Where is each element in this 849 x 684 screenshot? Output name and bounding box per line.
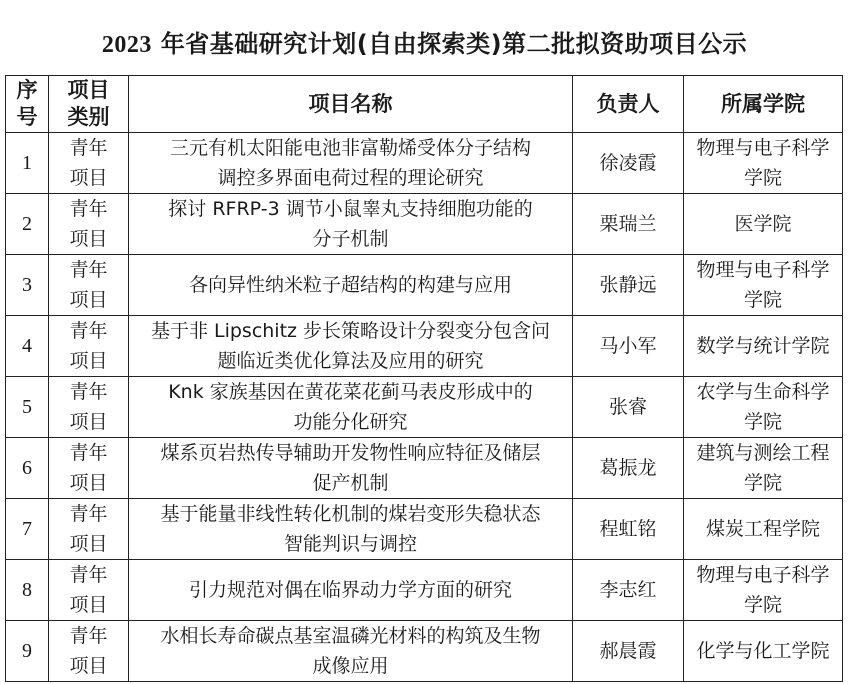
cell-category xyxy=(49,255,129,316)
cell-project-name-line: 调控多界面电荷过程的理论研究 xyxy=(217,167,484,189)
cell-project-name xyxy=(129,499,573,560)
cell-category-line: 项目 xyxy=(69,167,108,189)
cell-no: 5 xyxy=(6,377,49,438)
cell-college-line: 煤炭工程学院 xyxy=(705,518,820,540)
cell-college-line: 化学与化工学院 xyxy=(696,640,830,662)
cell-leader: 栗瑞兰 xyxy=(573,194,684,255)
cell-project-name-line: 智能判识与调控 xyxy=(283,533,417,555)
header-line: 负责人 xyxy=(596,91,660,116)
cell-category-line: 青年 xyxy=(69,137,108,159)
cell-category-line: 青年 xyxy=(69,381,108,403)
cell-project-name-line: 分子机制 xyxy=(312,228,389,250)
cell-project-name xyxy=(129,255,573,316)
cell-category xyxy=(49,621,129,682)
cell-project-name-line: 促产机制 xyxy=(312,472,389,494)
cell-category xyxy=(49,377,129,438)
cell-college-line: 医学院 xyxy=(734,213,792,235)
header-college xyxy=(684,76,843,133)
table-row xyxy=(6,255,843,316)
cell-no: 6 xyxy=(6,438,49,499)
cell-no: 9 xyxy=(6,621,49,682)
cell-project-name xyxy=(129,560,573,621)
cell-category-line: 项目 xyxy=(69,350,108,372)
cell-project-name xyxy=(129,621,573,682)
cell-college-line: 建筑与测绘工程 xyxy=(696,442,830,464)
cell-leader: 张睿 xyxy=(573,377,684,438)
cell-leader: 张静远 xyxy=(573,255,684,316)
cell-leader: 郝晨霞 xyxy=(573,621,684,682)
table-row xyxy=(6,194,843,255)
cell-leader: 葛振龙 xyxy=(573,438,684,499)
cell-college-line: 物理与电子科学 xyxy=(696,137,830,159)
cell-category-line: 青年 xyxy=(69,503,108,525)
cell-project-name-line: 水相长寿命碳点基室温磷光材料的构筑及生物 xyxy=(160,625,541,647)
cell-project-name-line: 基于非 Lipschitz 步长策略设计分裂变分包含问 xyxy=(150,320,551,342)
cell-category-line: 项目 xyxy=(69,472,108,494)
cell-college xyxy=(684,133,843,194)
cell-project-name-line: 各向异性纳米粒子超结构的构建与应用 xyxy=(188,274,512,296)
cell-college-line: 学院 xyxy=(743,411,782,433)
cell-college-line: 学院 xyxy=(743,167,782,189)
header-line: 序 xyxy=(16,78,38,102)
table-row xyxy=(6,560,843,621)
cell-project-name-line: 题临近类优化算法及应用的研究 xyxy=(217,350,484,372)
table-row xyxy=(6,316,843,377)
header-no xyxy=(6,76,49,133)
cell-category-line: 青年 xyxy=(69,320,108,342)
cell-project-name-line: 探讨 RFRP-3 调节小鼠睾丸支持细胞功能的 xyxy=(168,198,533,220)
cell-leader: 马小军 xyxy=(573,316,684,377)
cell-category-line: 项目 xyxy=(69,533,108,555)
cell-category-line: 青年 xyxy=(69,442,108,464)
cell-project-name-line: 功能分化研究 xyxy=(293,411,408,433)
cell-project-name-line: 煤系页岩热传导辅助开发物性响应特征及储层 xyxy=(160,442,541,464)
cell-college-line: 学院 xyxy=(743,472,782,494)
cell-category-line: 项目 xyxy=(69,655,108,677)
cell-category xyxy=(49,316,129,377)
cell-college xyxy=(684,438,843,499)
header-project-name xyxy=(129,76,573,133)
cell-project-name xyxy=(129,438,573,499)
header-line: 类别 xyxy=(67,105,110,129)
cell-project-name-line: Knk 家族基因在黄花菜花蓟马表皮形成中的 xyxy=(168,381,533,403)
cell-category-line: 青年 xyxy=(69,198,108,220)
title-year: 2023 xyxy=(101,32,152,58)
cell-project-name-line: 基于能量非线性转化机制的煤岩变形失稳状态 xyxy=(160,503,541,525)
table-row xyxy=(6,438,843,499)
header-category xyxy=(49,76,129,133)
table-row xyxy=(6,499,843,560)
cell-college xyxy=(684,255,843,316)
cell-college xyxy=(684,316,843,377)
table-header-row xyxy=(6,76,843,133)
cell-leader: 李志红 xyxy=(573,560,684,621)
header-line: 项目 xyxy=(67,78,110,102)
table-row xyxy=(6,377,843,438)
cell-project-name xyxy=(129,133,573,194)
cell-no: 7 xyxy=(6,499,49,560)
cell-project-name xyxy=(129,194,573,255)
cell-college-line: 学院 xyxy=(743,594,782,616)
cell-no: 3 xyxy=(6,255,49,316)
cell-category-line: 项目 xyxy=(69,228,108,250)
cell-no: 2 xyxy=(6,194,49,255)
cell-college xyxy=(684,621,843,682)
cell-leader: 程虹铭 xyxy=(573,499,684,560)
cell-no: 8 xyxy=(6,560,49,621)
cell-project-name-line: 成像应用 xyxy=(312,655,389,677)
header-leader xyxy=(573,76,684,133)
header-line: 所属学院 xyxy=(721,91,805,116)
cell-category-line: 青年 xyxy=(69,564,108,586)
cell-category xyxy=(49,438,129,499)
cell-category-line: 青年 xyxy=(69,259,108,281)
cell-college-line: 物理与电子科学 xyxy=(696,564,830,586)
cell-category-line: 青年 xyxy=(69,625,108,647)
cell-category-line: 项目 xyxy=(69,594,108,616)
cell-project-name-line: 三元有机太阳能电池非富勒烯受体分子结构 xyxy=(169,137,531,159)
cell-project-name xyxy=(129,377,573,438)
cell-no: 1 xyxy=(6,133,49,194)
cell-college-line: 学院 xyxy=(743,289,782,311)
cell-project-name-line: 引力规范对偶在临界动力学方面的研究 xyxy=(188,579,512,601)
cell-category xyxy=(49,194,129,255)
cell-college xyxy=(684,194,843,255)
page-title xyxy=(0,24,849,59)
table-row xyxy=(6,621,843,682)
header-line: 号 xyxy=(16,105,38,129)
title-text: 年省基础研究计划(自由探索类)第二批拟资助项目公示 xyxy=(151,30,748,58)
cell-college-line: 农学与生命科学 xyxy=(696,381,830,403)
cell-no: 4 xyxy=(6,316,49,377)
cell-college xyxy=(684,560,843,621)
cell-category xyxy=(49,560,129,621)
cell-category xyxy=(49,133,129,194)
cell-college xyxy=(684,377,843,438)
cell-college-line: 数学与统计学院 xyxy=(696,335,830,357)
header-line: 项目名称 xyxy=(308,91,393,116)
cell-leader: 徐凌霞 xyxy=(573,133,684,194)
table-row xyxy=(6,133,843,194)
cell-project-name xyxy=(129,316,573,377)
cell-college-line: 物理与电子科学 xyxy=(696,259,830,281)
cell-category xyxy=(49,499,129,560)
project-table xyxy=(5,75,843,682)
cell-college xyxy=(684,499,843,560)
cell-category-line: 项目 xyxy=(69,289,108,311)
cell-category-line: 项目 xyxy=(69,411,108,433)
